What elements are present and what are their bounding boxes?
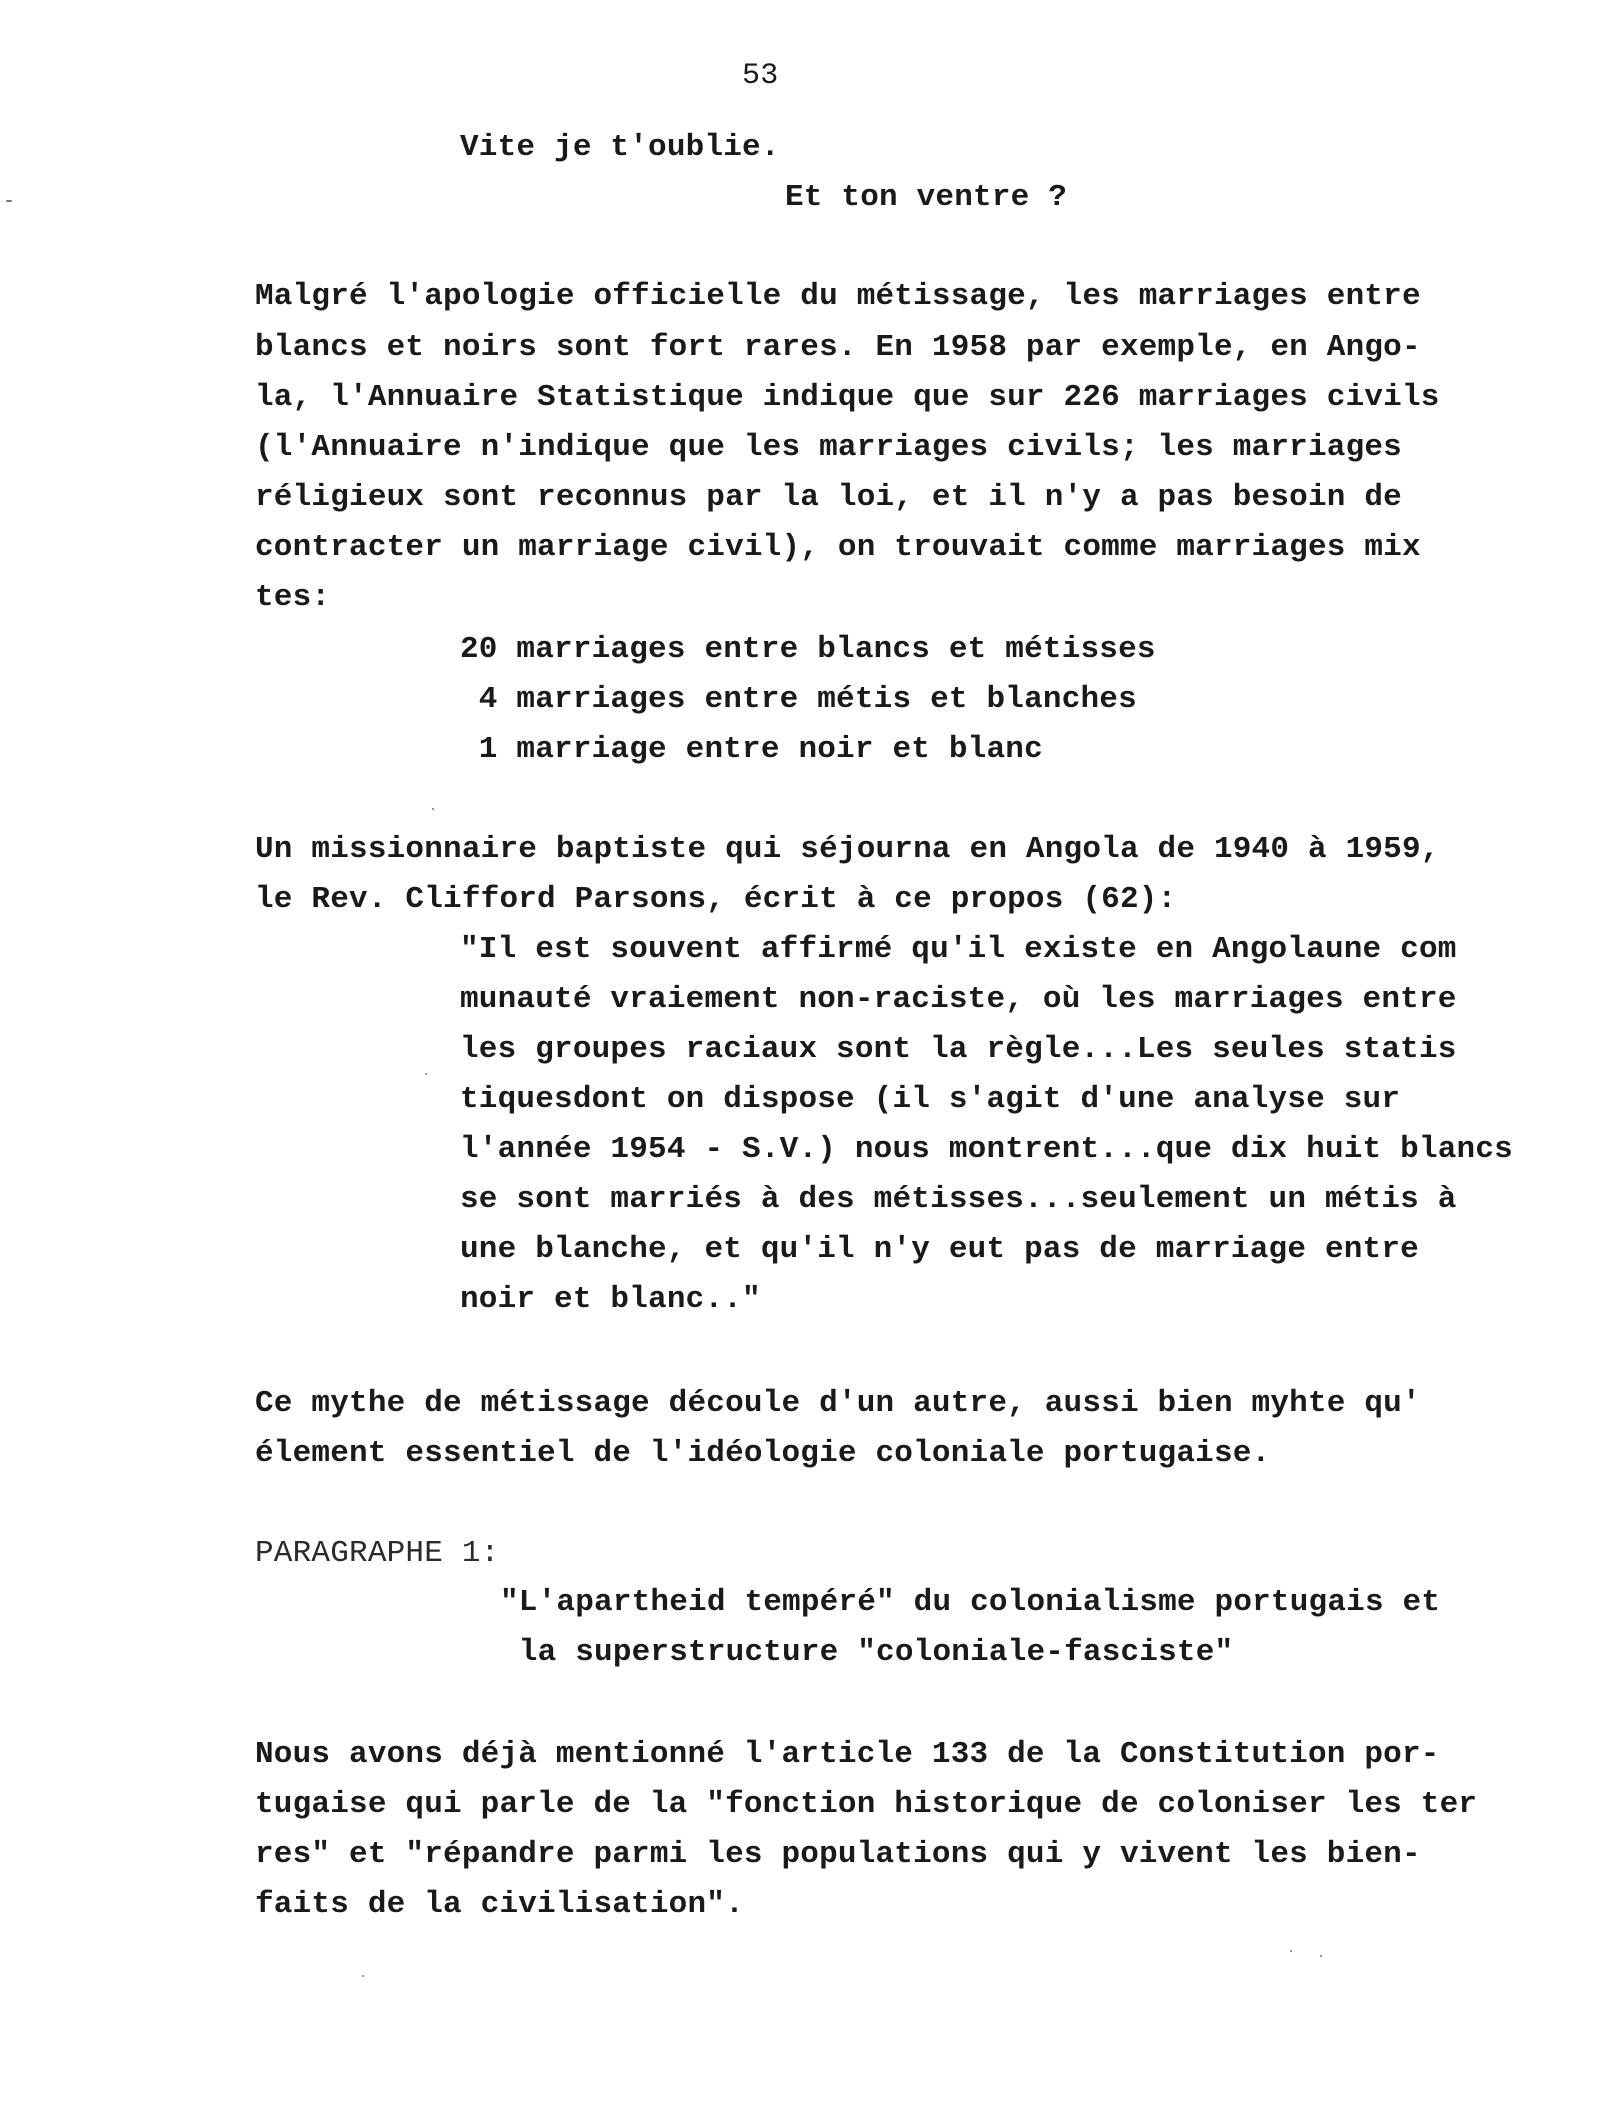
body-text-line: res" et "répandre parmi les populations qui y vivent les bien- — [255, 1837, 1421, 1872]
marriage-stat-line: 4 marriages entre métis et blanches — [460, 682, 1137, 717]
quote-line: les groupes raciaux sont la règle...Les seules statis — [460, 1032, 1457, 1067]
quote-line: tiquesdont on dispose (il s'agit d'une analyse sur — [460, 1082, 1401, 1117]
page-number: 53 — [742, 59, 779, 93]
scan-mark — [1320, 1955, 1322, 1957]
body-text-line: réligieux sont reconnus par la loi, et il n'y a pas besoin de — [255, 480, 1402, 515]
body-text-line: Ce mythe de métissage découle d'un autre, aussi bien myhte qu' — [255, 1386, 1421, 1421]
body-text-line: faits de la civilisation". — [255, 1887, 744, 1922]
body-text-line: élement essentiel de l'idéologie coloniale portugaise. — [255, 1436, 1271, 1471]
quote-line: munauté vraiement non-raciste, où les marriages entre — [460, 982, 1457, 1017]
scan-mark — [1290, 1950, 1292, 1952]
scan-mark — [432, 808, 434, 810]
quote-line: "Il est souvent affirmé qu'il existe en Angolaune com — [460, 932, 1457, 967]
body-text-line: la, l'Annuaire Statistique indique que sur 226 marriages civils — [255, 380, 1440, 415]
body-text-line: Nous avons déjà mentionné l'article 133 de la Constitution por- — [255, 1737, 1440, 1772]
section-title-line: la superstructure "coloniale-fasciste" — [500, 1635, 1234, 1670]
poem-line: Et ton ventre ? — [785, 180, 1068, 215]
body-text-line: Un missionnaire baptiste qui séjourna en Angola de 1940 à 1959, — [255, 832, 1440, 867]
scan-mark — [362, 1975, 364, 1977]
quote-line: se sont marriés à des métisses...seulement un métis à — [460, 1182, 1457, 1217]
body-text-line: tes: — [255, 580, 331, 615]
poem-line: Vite je t'oublie. — [460, 130, 780, 165]
body-text-line: tugaise qui parle de la "fonction historique de coloniser les ter — [255, 1787, 1478, 1822]
body-text-line: contracter un marriage civil), on trouvait comme marriages mix — [255, 530, 1421, 565]
marriage-stat-line: 1 marriage entre noir et blanc — [460, 732, 1043, 767]
quote-line: l'année 1954 - S.V.) nous montrent...que dix huit blancs — [460, 1132, 1513, 1167]
body-text-line: blancs et noirs sont fort rares. En 1958 par exemple, en Ango- — [255, 330, 1421, 365]
marriage-stat-line: 20 marriages entre blancs et métisses — [460, 632, 1156, 667]
section-heading: PARAGRAPHE 1: — [255, 1536, 500, 1571]
body-text-line: (l'Annuaire n'indique que les marriages civils; les marriages — [255, 430, 1402, 465]
scan-mark — [6, 200, 12, 202]
body-text-line: Malgré l'apologie officielle du métissage, les marriages entre — [255, 279, 1421, 314]
scan-mark — [425, 1073, 427, 1075]
quote-line: noir et blanc.." — [460, 1282, 761, 1317]
section-title-line: "L'apartheid tempéré" du colonialisme portugais et — [500, 1585, 1441, 1620]
body-text-line: le Rev. Clifford Parsons, écrit à ce propos (62): — [255, 882, 1177, 917]
quote-line: une blanche, et qu'il n'y eut pas de marriage entre — [460, 1232, 1419, 1267]
